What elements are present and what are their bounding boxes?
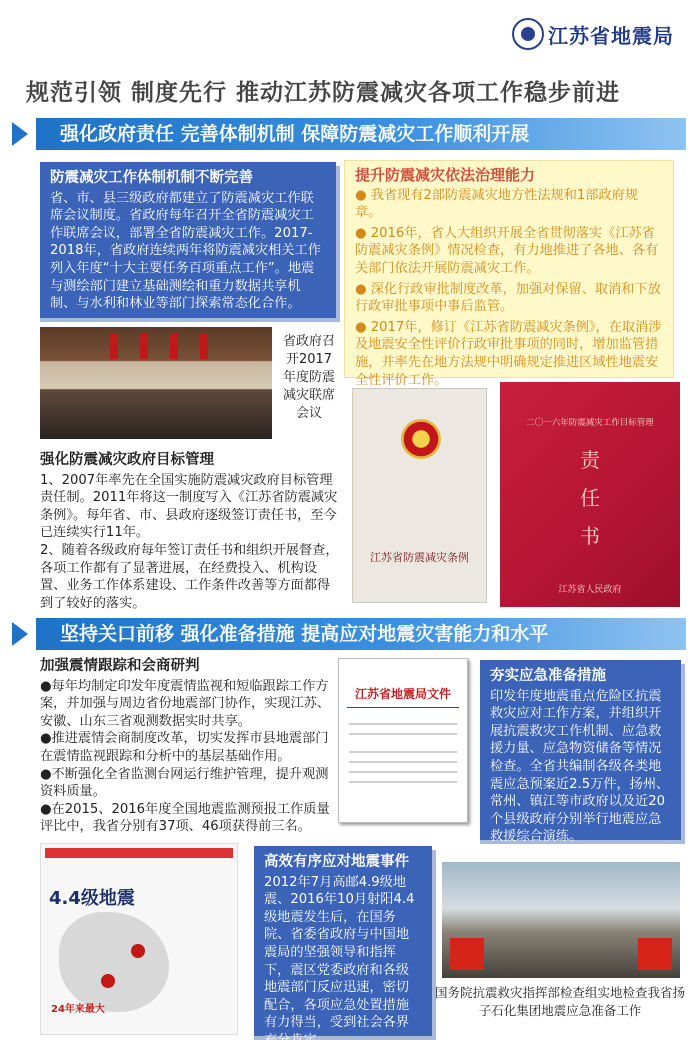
book-char: 书 <box>580 524 600 548</box>
tracking-item: ●每年均制定印发年度震情监视和短临跟踪工作方案，并加强与周边省份地震部门协作，实现江苏、安徽、山东三省观测数据实时共享。 <box>40 678 331 729</box>
notice-text-line <box>349 771 457 773</box>
law-item: ● 2016年，省人大组织开展全省贯彻落实《江苏省防震减灾条例》情况检查，有力地推进了各地、各有关部门依法开展防震减灾工作。 <box>355 225 659 276</box>
preparedness-box <box>476 660 681 845</box>
notice-title: 江苏省地震局文件 <box>354 687 451 701</box>
tracking-item: ●在2015、2016年度全国地震监测预报工作质量评比中，我省分别有37项、46项获得前三名。 <box>40 801 330 835</box>
flag-decoration <box>200 333 208 359</box>
section2-banner-text: 坚持关口前移 强化准备措施 提高应对地震灾害能力和水平 <box>60 623 549 645</box>
mechanism-body: 省、市、县三级政府都建立了防震减灾工作联席会议制度。省政府每年召开全省防震减灾工作联席会议，部署全省防震减灾工作。2017-2018年，省政府连续两年将防震减灾相关工作列入年度“十大主要任务百项重点工作”。地震与测绘部门建立基础测绘和重力数据共享机制、与水利和林业等部门探索常态化合作。 <box>50 190 321 312</box>
book-top-text: 二〇一六年防震减灾工作目标管理 <box>526 418 654 428</box>
epicenter-marker-icon <box>101 974 115 988</box>
law-item: ● 2017年，修订《江苏省防震减灾条例》，在取消涉及地震安全性评价行政审批事项的同时，增加监管措施，并率先在地方法规中明确规定推进区域性地震安全性评价工作。 <box>355 319 662 388</box>
banner-arrow-icon <box>12 122 28 146</box>
law-panel <box>344 160 674 388</box>
target-item: 1、2007年率先在全国实施防震减灾政府目标管理责任制。2011年将这一制度写入《江苏省防震减灾条例》。每年省、市、县政府逐级签订责任书，至今已连续实行11年。 <box>40 472 338 541</box>
inspection-caption: 国务院抗震救灾指挥部检查组实地检查我省扬子石化集团地震应急准备工作 <box>434 985 685 1018</box>
logo-name: 江苏省地震局 <box>548 23 674 48</box>
regulation-cover-photo <box>352 388 487 603</box>
response-body: 2012年7月高邮4.9级地震、2016年10月射阳4.4级地震发生后，在国务院、省委省政府与中国地震局的坚强领导和指挥下，震区党委政府和各级地震部门反应迅速，密切配合，各项应急处置措施有力得当，受到社会各界充分肯定。 <box>264 874 415 1048</box>
regulation-cover-title: 江苏省防震减灾条例 <box>370 551 469 564</box>
preparedness-heading: 夯实应急准备措施 <box>490 668 606 684</box>
notice-red-line <box>347 707 459 708</box>
law-heading: 提升防震减灾依法治理能力 <box>355 166 536 184</box>
logo <box>512 18 674 50</box>
law-item: ● 我省现有2部防震减灾地方性法规和1部政府规章。 <box>355 187 639 221</box>
target-item: 2、随着各级政府每年签订责任书和组织开展督查，各项工作都有了显著进展，在经费投入、机构设置、业务工作体系建设、工作条件改善等方面都得到了较好的落实。 <box>40 542 339 611</box>
flag-decoration <box>170 333 178 359</box>
national-emblem-icon <box>401 419 441 459</box>
banner-arrow-icon <box>12 622 28 646</box>
section1-banner <box>36 118 686 150</box>
notice-document-photo <box>338 658 468 823</box>
fire-truck-graphic <box>638 938 672 970</box>
page-title: 规范引领 制度先行 推动江苏防震减灾各项工作稳步前进 <box>26 80 621 106</box>
response-heading: 高效有序应对地震事件 <box>264 854 409 870</box>
newspaper-masthead <box>45 848 233 858</box>
notice-text-line <box>349 761 457 763</box>
flag-decoration <box>140 333 148 359</box>
notice-text-line <box>349 723 457 725</box>
fire-truck-graphic <box>450 938 484 970</box>
seismic-emblem-icon <box>512 18 544 50</box>
inspection-photo <box>442 862 680 978</box>
mechanism-box <box>36 162 336 318</box>
book-char: 任 <box>580 486 600 510</box>
newspaper-tag: 24年来最大 <box>51 1004 105 1015</box>
tracking-box <box>40 658 332 835</box>
tracking-heading: 加强震情跟踪和会商研判 <box>40 658 200 674</box>
section1-banner-text: 强化政府责任 完善体制机制 保障防震减灾工作顺利开展 <box>60 123 530 145</box>
law-item: ● 深化行政审批制度改革，加强对保留、取消和下放行政审批事项中事后监管。 <box>355 281 661 315</box>
tracking-item: ●不断强化全省监测台网运行维护管理，提升观测资料质量。 <box>40 766 329 800</box>
target-box <box>40 452 340 612</box>
notice-text-line <box>349 733 457 735</box>
newspaper-headline: 4.4级地震 <box>49 888 135 909</box>
responsibility-book-photo <box>500 382 680 607</box>
section2-banner <box>36 618 686 650</box>
newspaper-photo <box>40 843 238 1035</box>
mechanism-heading: 防震减灾工作体制机制不断完善 <box>50 170 253 186</box>
preparedness-body: 印发年度地震重点危险区抗震救灾应对工作方案，并组织开展抗震救灾工作机制、应急救援力量、应急物资储备等情况检查。全省共编制各级各类地震应急预案近2.5万件，扬州、常州、镇江等市政府以及近20个县级政府分别举行地震应急救援综合演练。 <box>490 688 670 845</box>
book-issuer: 江苏省人民政府 <box>558 585 622 595</box>
tracking-item: ●推进震情会商制度改革，切实发挥市县地震部门在震情监视跟踪和分析中的基层基础作用。 <box>40 731 329 764</box>
meeting-caption: 省政府召开2017年度防震减灾联席会议 <box>282 334 335 421</box>
book-char: 责 <box>580 448 600 472</box>
response-box <box>250 846 432 1048</box>
notice-text-line <box>349 781 457 783</box>
flag-decoration <box>110 333 118 359</box>
meeting-photo <box>40 327 272 439</box>
target-heading: 强化防震减灾政府目标管理 <box>40 452 214 468</box>
epicenter-marker-icon <box>131 944 145 958</box>
notice-text-line <box>349 751 457 753</box>
map-graphic <box>59 912 169 1012</box>
